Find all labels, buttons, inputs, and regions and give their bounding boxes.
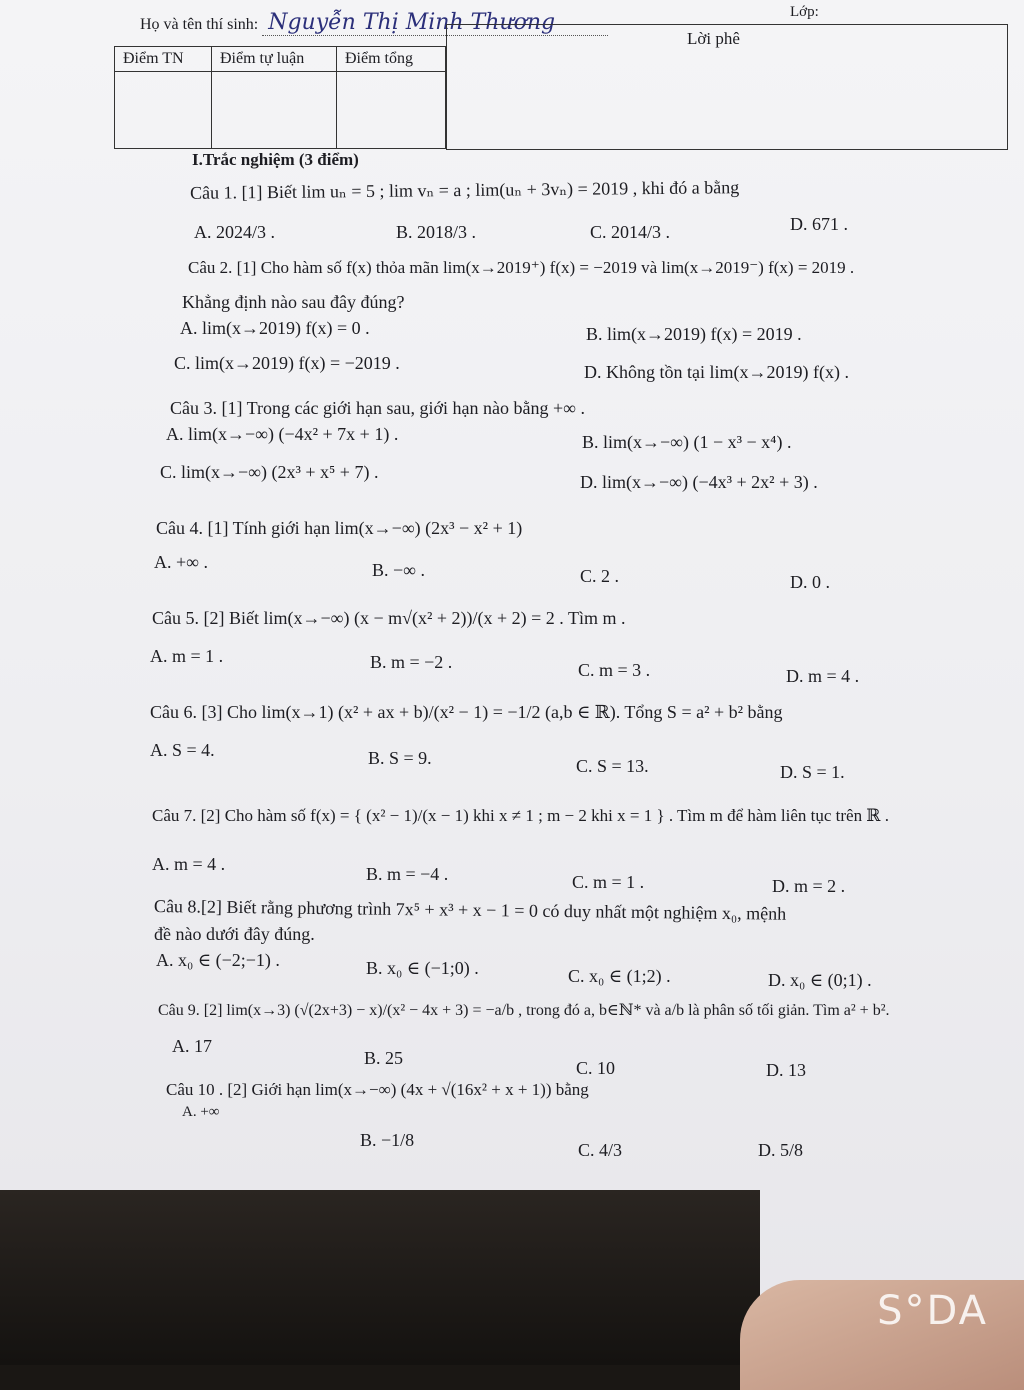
question-8-stem-line2: đề nào dưới đây đúng. (154, 924, 315, 944)
q10-option-a: A. +∞ (182, 1104, 220, 1120)
score-header-tong: Điểm tổng (337, 47, 446, 72)
q3-option-b: B. lim(x→−∞) (1 − x³ − x⁴) . (582, 432, 792, 452)
student-label: Họ và tên thí sinh: (140, 16, 259, 33)
q1-option-a: A. 2024/3 . (194, 222, 275, 242)
q4-option-b: B. −∞ . (372, 560, 425, 580)
q3-option-a: A. lim(x→−∞) (−4x² + 7x + 1) . (166, 424, 399, 444)
q10-option-d: D. 5/8 (758, 1140, 803, 1160)
q9-option-c: C. 10 (576, 1058, 616, 1078)
q8-option-b: B. x₀ ∈ (−1;0) . (366, 958, 479, 978)
class-label: Lớp: (790, 4, 819, 20)
comment-label: Lời phê (687, 29, 740, 48)
q1-option-b: B. 2018/3 . (396, 222, 477, 242)
score-table (114, 46, 446, 149)
q10-option-c: C. 4/3 (578, 1140, 623, 1160)
q4-option-c: C. 2 . (580, 566, 620, 586)
question-8-stem: Câu 8.[2] Biết rằng phương trình 7x⁵ + x³ + x − 1 = 0 có duy nhất một nghiệm x₀, mệnh (153, 896, 787, 924)
q4-option-d: D. 0 . (790, 572, 830, 592)
question-3-stem: Câu 3. [1] Trong các giới hạn sau, giới hạn nào bằng +∞ . (170, 398, 585, 418)
q9-option-a: A. 17 (172, 1036, 212, 1056)
q3-option-d: D. lim(x→−∞) (−4x³ + 2x² + 3) . (580, 472, 818, 492)
section-title: I.Trắc nghiệm (3 điểm) (192, 150, 359, 169)
q2-option-a: A. lim(x→2019) f(x) = 0 . (180, 318, 370, 338)
q1-option-d: D. 671 . (790, 214, 848, 234)
q6-option-b: B. S = 9. (368, 748, 432, 768)
q6-option-c: C. S = 13. (576, 756, 649, 776)
question-10-stem: Câu 10 . [2] Giới hạn lim(x→−∞) (4x + √(16x² + x + 1)) bằng (166, 1080, 589, 1099)
q10-option-b: B. −1/8 (360, 1130, 415, 1150)
q7-option-d: D. m = 2 . (772, 876, 846, 896)
q9-option-d: D. 13 (766, 1060, 806, 1080)
q6-option-d: D. S = 1. (780, 762, 845, 782)
score-header-tn: Điểm TN (115, 47, 212, 72)
q7-option-b: B. m = −4 . (366, 864, 449, 884)
q3-option-c: C. lim(x→−∞) (2x³ + x⁵ + 7) . (160, 462, 379, 482)
dark-background-cloth (0, 1190, 760, 1365)
q5-option-a: A. m = 1 . (150, 646, 224, 666)
question-1-stem: Câu 1. [1] Biết lim uₙ = 5 ; lim vₙ = a ; lim(uₙ + 3vₙ) = 2019 , khi đó a bằng (189, 177, 740, 203)
q2-option-c: C. lim(x→2019) f(x) = −2019 . (174, 353, 400, 373)
question-7-stem: Câu 7. [2] Cho hàm số f(x) = { (x² − 1)/(x − 1) khi x ≠ 1 ; m − 2 khi x = 1 } . Tìm m để hàm liên tục trên ℝ . (152, 806, 889, 825)
q2-option-d: D. Không tồn tại lim(x→2019) f(x) . (584, 362, 849, 382)
q8-option-d: D. x₀ ∈ (0;1) . (768, 970, 872, 990)
q1-option-c: C. 2014/3 . (590, 222, 671, 242)
score-header-tuluan: Điểm tự luận (212, 47, 337, 72)
question-2-stem-line2: Khẳng định nào sau đây đúng? (182, 292, 405, 312)
question-2-stem: Câu 2. [1] Cho hàm số f(x) thỏa mãn lim(x→2019⁺) f(x) = −2019 và lim(x→2019⁻) f(x) = 2019 . (188, 258, 855, 277)
q9-option-b: B. 25 (364, 1048, 404, 1068)
q4-option-a: A. +∞ . (154, 552, 208, 572)
comment-box (446, 24, 1008, 150)
q2-option-b: B. lim(x→2019) f(x) = 2019 . (586, 324, 802, 344)
q8-option-c: C. x₀ ∈ (1;2) . (568, 966, 671, 986)
q5-option-b: B. m = −2 . (370, 652, 453, 672)
q6-option-a: A. S = 4. (150, 740, 215, 760)
question-6-stem: Câu 6. [3] Cho lim(x→1) (x² + ax + b)/(x² − 1) = −1/2 (a,b ∈ ℝ). Tổng S = a² + b² bằng (150, 702, 783, 722)
q7-option-c: C. m = 1 . (572, 872, 645, 892)
student-name: Nguyễn Thị Minh Thương (262, 10, 608, 36)
q7-option-a: A. m = 4 . (152, 854, 226, 874)
question-9-stem: Câu 9. [2] lim(x→3) (√(2x+3) − x)/(x² − 4x + 3) = −a/b , trong đó a, b∈ℕ* và a/b là phân số tối giản. Tìm a² + b². (158, 1002, 890, 1019)
question-5-stem: Câu 5. [2] Biết lim(x→−∞) (x − m√(x² + 2))/(x + 2) = 2 . Tìm m . (152, 608, 626, 628)
app-watermark: S°DA (877, 1288, 988, 1334)
q5-option-c: C. m = 3 . (578, 660, 651, 680)
q8-option-a: A. x₀ ∈ (−2;−1) . (156, 950, 280, 970)
q5-option-d: D. m = 4 . (786, 666, 860, 686)
question-4-stem: Câu 4. [1] Tính giới hạn lim(x→−∞) (2x³ − x² + 1) (156, 518, 523, 538)
